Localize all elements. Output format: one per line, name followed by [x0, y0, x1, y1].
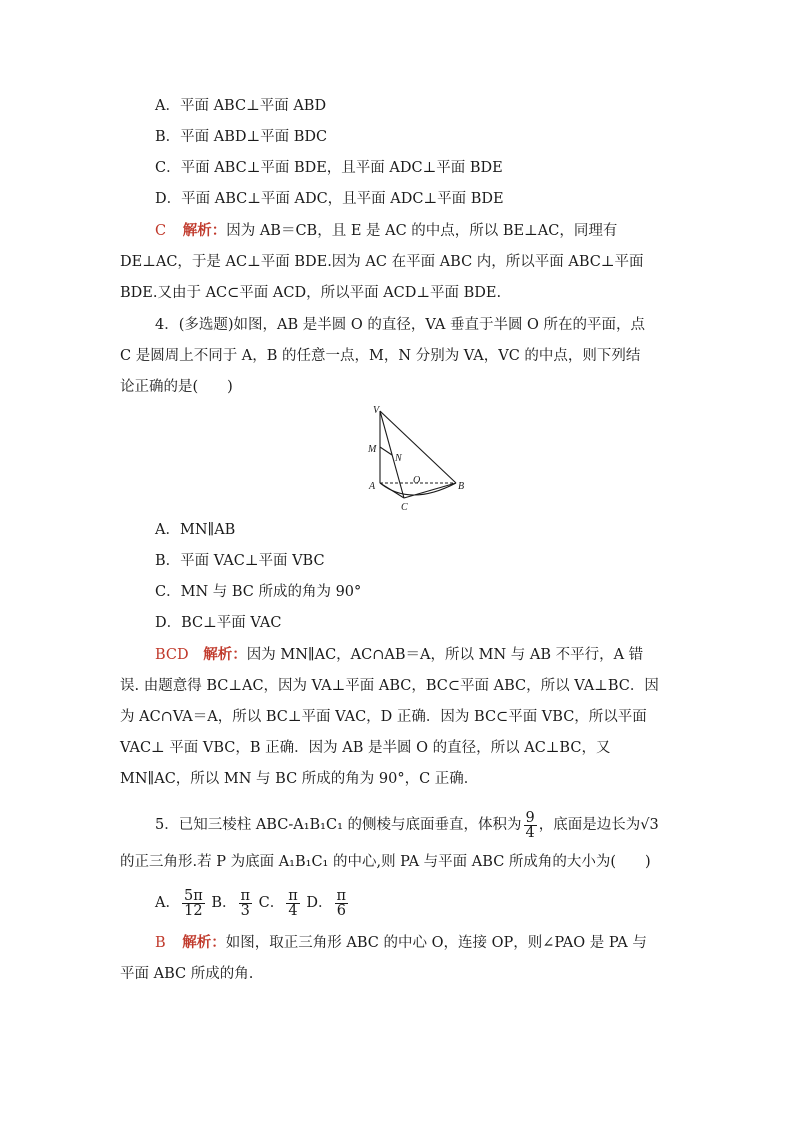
- option-letter: B．: [211, 895, 237, 911]
- option-d-fraction: [335, 889, 349, 918]
- label-o: O: [413, 475, 421, 486]
- solution-text: 为 AC∩VA＝A，所以 BC⊥平面 VAC，D 正确．因为 BC⊂平面 VBC，所以平面: [120, 709, 647, 725]
- option-letter: D．: [306, 895, 333, 911]
- solution-line: [155, 221, 675, 241]
- option-text: A．MN∥AB: [155, 522, 236, 538]
- fraction-numerator: 5π: [183, 887, 203, 904]
- question-text: C 是圆周上不同于 A，B 的任意一点，M，N 分别为 VA，VC 的中点，则下列结: [120, 348, 641, 364]
- fraction-denominator: 6: [336, 902, 346, 919]
- option-a-fraction: [182, 889, 205, 918]
- answer-label: C: [155, 223, 167, 239]
- solution-line: [155, 933, 675, 953]
- question-text: ，底面是边长为: [538, 817, 641, 833]
- solution-text: 因为 AB＝CB，且 E 是 AC 的中点，所以 BE⊥AC，同理有: [226, 223, 618, 239]
- option-text: C．平面 ABC⊥平面 BDE，且平面 ADC⊥平面 BDE: [155, 160, 503, 176]
- question-text: 4．(多选题)如图，AB 是半圆 O 的直径，VA 垂直于半圆 O 所在的平面，点: [155, 317, 646, 333]
- solution-text: 因为 MN∥AC，AC∩AB＝A，所以 MN 与 AB 不平行，A 错: [246, 647, 644, 663]
- fraction-numerator: π: [240, 887, 251, 904]
- label-b: B: [458, 481, 465, 492]
- label-m: M: [368, 444, 377, 455]
- option-letter: C．: [258, 895, 285, 911]
- solution-text: 误. 由题意得 BC⊥AC，因为 VA⊥平面 ABC，BC⊂平面 ABC，所以 VA⊥BC．因: [120, 678, 659, 694]
- solution-text: BDE.又由于 AC⊂平面 ACD，所以平面 ACD⊥平面 BDE.: [120, 285, 502, 301]
- fraction-volume: [524, 811, 537, 840]
- geometry-figure: [360, 403, 470, 513]
- fraction-numerator: 9: [525, 809, 535, 826]
- analysis-label: 解析：: [203, 646, 247, 663]
- solution-text: DE⊥AC，于是 AC⊥平面 BDE.因为 AC 在平面 ABC 内，所以平面 ABC⊥平面: [120, 254, 644, 270]
- option-text: D．BC⊥平面 VAC: [155, 615, 282, 631]
- solution-text: 如图，取正三角形 ABC 的中心 O，连接 OP，则∠PAO 是 PA 与: [225, 935, 647, 951]
- label-a: A: [369, 481, 376, 492]
- solution-line: [155, 645, 675, 665]
- option-text: C．MN 与 BC 所成的角为 90°: [155, 584, 362, 600]
- analysis-label: 解析：: [182, 222, 227, 239]
- segment-cb: [404, 483, 456, 498]
- segment-vb: [380, 411, 456, 483]
- fraction-denominator: 12: [184, 902, 203, 919]
- option-b-fraction: [239, 889, 253, 918]
- solution-text: MN∥AC，所以 MN 与 BC 所成的角为 90°，C 正确．: [120, 771, 479, 787]
- option-text: B．平面 VAC⊥平面 VBC: [155, 553, 325, 569]
- question-line: [155, 808, 675, 842]
- solution-text: 平面 ABC 所成的角.: [120, 966, 254, 982]
- fraction-numerator: π: [288, 887, 298, 904]
- solution-text: VAC⊥ 平面 VBC，B 正确．因为 AB 是半圆 O 的直径，所以 AC⊥BC，又: [120, 740, 611, 756]
- option-text: A．平面 ABC⊥平面 ABD: [155, 98, 327, 114]
- option-c-fraction: [286, 889, 300, 918]
- label-v: V: [373, 405, 380, 416]
- label-n: N: [395, 453, 402, 464]
- question-text: 论正确的是( ): [120, 379, 233, 395]
- question-text: 的正三角形.若 P 为底面 A₁B₁C₁ 的中心,则 PA 与平面 ABC 所成角的大小为( ): [120, 854, 651, 870]
- fraction-denominator: 4: [525, 824, 535, 841]
- label-c: C: [401, 502, 408, 513]
- fraction-denominator: 3: [240, 902, 250, 919]
- option-letter: A．: [155, 895, 180, 911]
- options-line: [155, 884, 710, 922]
- fraction-numerator: π: [336, 887, 347, 904]
- answer-label: B: [155, 935, 166, 951]
- answer-label: BCD: [155, 647, 189, 663]
- option-text: B．平面 ABD⊥平面 BDC: [155, 129, 328, 145]
- question-text: 5．已知三棱柱 ABC-A₁B₁C₁ 的侧棱与底面垂直，体积为: [155, 817, 522, 833]
- analysis-label: 解析：: [182, 934, 226, 951]
- option-text: D．平面 ABC⊥平面 ADC，且平面 ADC⊥平面 BDE: [155, 191, 504, 207]
- fraction-denominator: 4: [288, 902, 298, 919]
- sqrt-value: √3: [640, 817, 659, 833]
